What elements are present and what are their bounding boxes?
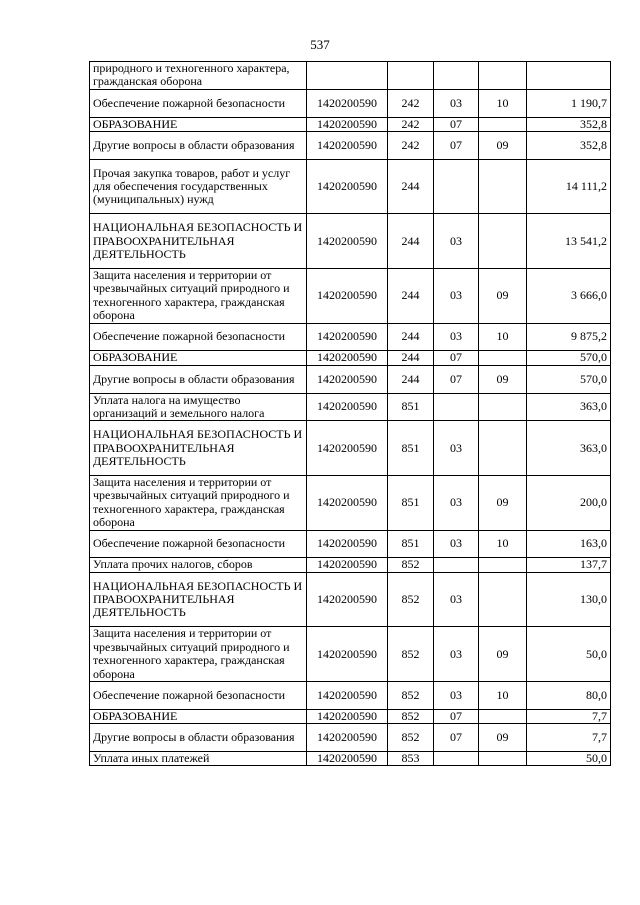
table-row bbox=[90, 724, 611, 752]
table-row bbox=[90, 62, 611, 90]
section-cell: 07 bbox=[434, 132, 479, 160]
section-cell bbox=[434, 558, 479, 572]
amount-cell: 13 541,2 bbox=[527, 214, 611, 269]
subsection-cell bbox=[479, 572, 527, 627]
budget-table bbox=[89, 61, 611, 766]
row-name-cell: Обеспечение пожарной безопасности bbox=[90, 530, 307, 558]
target-article-cell: 1420200590 bbox=[307, 572, 388, 627]
subsection-cell: 10 bbox=[479, 530, 527, 558]
section-cell: 03 bbox=[434, 323, 479, 351]
expense-type-cell: 244 bbox=[388, 365, 434, 393]
subsection-cell: 09 bbox=[479, 365, 527, 393]
section-cell: 03 bbox=[434, 269, 479, 324]
table-row bbox=[90, 269, 611, 324]
target-article-cell: 1420200590 bbox=[307, 627, 388, 682]
page-number: 537 bbox=[310, 37, 330, 52]
target-article-cell: 1420200590 bbox=[307, 530, 388, 558]
table-row bbox=[90, 709, 611, 723]
subsection-cell: 09 bbox=[479, 132, 527, 160]
subsection-cell: 09 bbox=[479, 269, 527, 324]
target-article-cell: 1420200590 bbox=[307, 117, 388, 131]
amount-cell: 363,0 bbox=[527, 393, 611, 421]
amount-cell: 130,0 bbox=[527, 572, 611, 627]
row-name-cell: Обеспечение пожарной безопасности bbox=[90, 89, 307, 117]
target-article-cell: 1420200590 bbox=[307, 476, 388, 531]
section-cell: 07 bbox=[434, 117, 479, 131]
target-article-cell: 1420200590 bbox=[307, 752, 388, 766]
expense-type-cell: 244 bbox=[388, 351, 434, 365]
amount-cell: 9 875,2 bbox=[527, 323, 611, 351]
row-name-cell: ОБРАЗОВАНИЕ bbox=[90, 709, 307, 723]
row-name-cell: ОБРАЗОВАНИЕ bbox=[90, 351, 307, 365]
expense-type-cell: 244 bbox=[388, 214, 434, 269]
subsection-cell bbox=[479, 752, 527, 766]
target-article-cell bbox=[307, 62, 388, 90]
row-name-cell: НАЦИОНАЛЬНАЯ БЕЗОПАСНОСТЬ И ПРАВООХРАНИТЕЛЬНАЯ ДЕЯТЕЛЬНОСТЬ bbox=[90, 214, 307, 269]
expense-type-cell: 244 bbox=[388, 159, 434, 214]
subsection-cell bbox=[479, 351, 527, 365]
subsection-cell: 09 bbox=[479, 627, 527, 682]
target-article-cell: 1420200590 bbox=[307, 323, 388, 351]
row-name-cell: Другие вопросы в области образования bbox=[90, 724, 307, 752]
section-cell: 07 bbox=[434, 709, 479, 723]
section-cell: 03 bbox=[434, 682, 479, 710]
table-row bbox=[90, 117, 611, 131]
amount-cell: 163,0 bbox=[527, 530, 611, 558]
subsection-cell bbox=[479, 558, 527, 572]
section-cell bbox=[434, 752, 479, 766]
section-cell: 03 bbox=[434, 89, 479, 117]
target-article-cell: 1420200590 bbox=[307, 159, 388, 214]
section-cell: 03 bbox=[434, 627, 479, 682]
expense-type-cell: 242 bbox=[388, 132, 434, 160]
section-cell bbox=[434, 62, 479, 90]
amount-cell: 570,0 bbox=[527, 365, 611, 393]
subsection-cell bbox=[479, 709, 527, 723]
row-name-cell: Другие вопросы в области образования bbox=[90, 132, 307, 160]
subsection-cell: 10 bbox=[479, 89, 527, 117]
subsection-cell: 09 bbox=[479, 724, 527, 752]
expense-type-cell: 852 bbox=[388, 682, 434, 710]
row-name-cell: Уплата прочих налогов, сборов bbox=[90, 558, 307, 572]
target-article-cell: 1420200590 bbox=[307, 214, 388, 269]
section-cell: 03 bbox=[434, 476, 479, 531]
subsection-cell: 09 bbox=[479, 476, 527, 531]
section-cell: 07 bbox=[434, 351, 479, 365]
amount-cell: 50,0 bbox=[527, 627, 611, 682]
table-row bbox=[90, 351, 611, 365]
row-name-cell: Уплата иных платежей bbox=[90, 752, 307, 766]
amount-cell: 14 111,2 bbox=[527, 159, 611, 214]
table-row bbox=[90, 572, 611, 627]
expense-type-cell: 244 bbox=[388, 269, 434, 324]
table-row bbox=[90, 752, 611, 766]
subsection-cell: 10 bbox=[479, 682, 527, 710]
amount-cell: 352,8 bbox=[527, 132, 611, 160]
expense-type-cell: 851 bbox=[388, 476, 434, 531]
target-article-cell: 1420200590 bbox=[307, 724, 388, 752]
amount-cell: 200,0 bbox=[527, 476, 611, 531]
expense-type-cell: 242 bbox=[388, 117, 434, 131]
target-article-cell: 1420200590 bbox=[307, 682, 388, 710]
amount-cell: 80,0 bbox=[527, 682, 611, 710]
target-article-cell: 1420200590 bbox=[307, 132, 388, 160]
section-cell bbox=[434, 393, 479, 421]
target-article-cell: 1420200590 bbox=[307, 709, 388, 723]
amount-cell: 7,7 bbox=[527, 709, 611, 723]
amount-cell: 137,7 bbox=[527, 558, 611, 572]
row-name-cell: НАЦИОНАЛЬНАЯ БЕЗОПАСНОСТЬ И ПРАВООХРАНИТЕЛЬНАЯ ДЕЯТЕЛЬНОСТЬ bbox=[90, 572, 307, 627]
row-name-cell: Защита населения и территории от чрезвычайных ситуаций природного и техногенного характера, гражданская оборона bbox=[90, 476, 307, 531]
section-cell: 03 bbox=[434, 214, 479, 269]
expense-type-cell: 244 bbox=[388, 323, 434, 351]
subsection-cell: 10 bbox=[479, 323, 527, 351]
amount-cell: 3 666,0 bbox=[527, 269, 611, 324]
row-name-cell: Защита населения и территории от чрезвычайных ситуаций природного и техногенного характера, гражданская оборона bbox=[90, 627, 307, 682]
amount-cell bbox=[527, 62, 611, 90]
section-cell: 03 bbox=[434, 421, 479, 476]
row-name-cell: НАЦИОНАЛЬНАЯ БЕЗОПАСНОСТЬ И ПРАВООХРАНИТЕЛЬНАЯ ДЕЯТЕЛЬНОСТЬ bbox=[90, 421, 307, 476]
table-row bbox=[90, 421, 611, 476]
row-name-cell: Прочая закупка товаров, работ и услуг для обеспечения государственных (муниципальных) нужд bbox=[90, 159, 307, 214]
table-row bbox=[90, 132, 611, 160]
section-cell: 03 bbox=[434, 530, 479, 558]
expense-type-cell: 242 bbox=[388, 89, 434, 117]
expense-type-cell: 851 bbox=[388, 421, 434, 476]
row-name-cell: Обеспечение пожарной безопасности bbox=[90, 682, 307, 710]
target-article-cell: 1420200590 bbox=[307, 89, 388, 117]
expense-type-cell: 851 bbox=[388, 530, 434, 558]
row-name-cell: Уплата налога на имущество организаций и земельного налога bbox=[90, 393, 307, 421]
table-row bbox=[90, 682, 611, 710]
amount-cell: 7,7 bbox=[527, 724, 611, 752]
row-name-cell: природного и техногенного характера, гражданская оборона bbox=[90, 62, 307, 90]
target-article-cell: 1420200590 bbox=[307, 365, 388, 393]
expense-type-cell: 852 bbox=[388, 709, 434, 723]
section-cell: 07 bbox=[434, 724, 479, 752]
budget-table-body bbox=[90, 62, 611, 766]
table-row bbox=[90, 214, 611, 269]
section-cell: 07 bbox=[434, 365, 479, 393]
row-name-cell: ОБРАЗОВАНИЕ bbox=[90, 117, 307, 131]
subsection-cell bbox=[479, 159, 527, 214]
section-cell: 03 bbox=[434, 572, 479, 627]
expense-type-cell: 853 bbox=[388, 752, 434, 766]
section-cell bbox=[434, 159, 479, 214]
row-name-cell: Другие вопросы в области образования bbox=[90, 365, 307, 393]
expense-type-cell bbox=[388, 62, 434, 90]
subsection-cell bbox=[479, 393, 527, 421]
expense-type-cell: 852 bbox=[388, 724, 434, 752]
expense-type-cell: 852 bbox=[388, 558, 434, 572]
target-article-cell: 1420200590 bbox=[307, 269, 388, 324]
target-article-cell: 1420200590 bbox=[307, 421, 388, 476]
table-row bbox=[90, 365, 611, 393]
table-row bbox=[90, 159, 611, 214]
subsection-cell bbox=[479, 421, 527, 476]
amount-cell: 570,0 bbox=[527, 351, 611, 365]
row-name-cell: Защита населения и территории от чрезвычайных ситуаций природного и техногенного характера, гражданская оборона bbox=[90, 269, 307, 324]
expense-type-cell: 851 bbox=[388, 393, 434, 421]
target-article-cell: 1420200590 bbox=[307, 558, 388, 572]
table-row bbox=[90, 558, 611, 572]
row-name-cell: Обеспечение пожарной безопасности bbox=[90, 323, 307, 351]
target-article-cell: 1420200590 bbox=[307, 393, 388, 421]
subsection-cell bbox=[479, 117, 527, 131]
table-row bbox=[90, 530, 611, 558]
amount-cell: 50,0 bbox=[527, 752, 611, 766]
table-row bbox=[90, 323, 611, 351]
target-article-cell: 1420200590 bbox=[307, 351, 388, 365]
amount-cell: 352,8 bbox=[527, 117, 611, 131]
expense-type-cell: 852 bbox=[388, 627, 434, 682]
table-row bbox=[90, 476, 611, 531]
subsection-cell bbox=[479, 214, 527, 269]
table-row bbox=[90, 393, 611, 421]
expense-type-cell: 852 bbox=[388, 572, 434, 627]
table-row bbox=[90, 627, 611, 682]
table-row bbox=[90, 89, 611, 117]
amount-cell: 1 190,7 bbox=[527, 89, 611, 117]
amount-cell: 363,0 bbox=[527, 421, 611, 476]
subsection-cell bbox=[479, 62, 527, 90]
